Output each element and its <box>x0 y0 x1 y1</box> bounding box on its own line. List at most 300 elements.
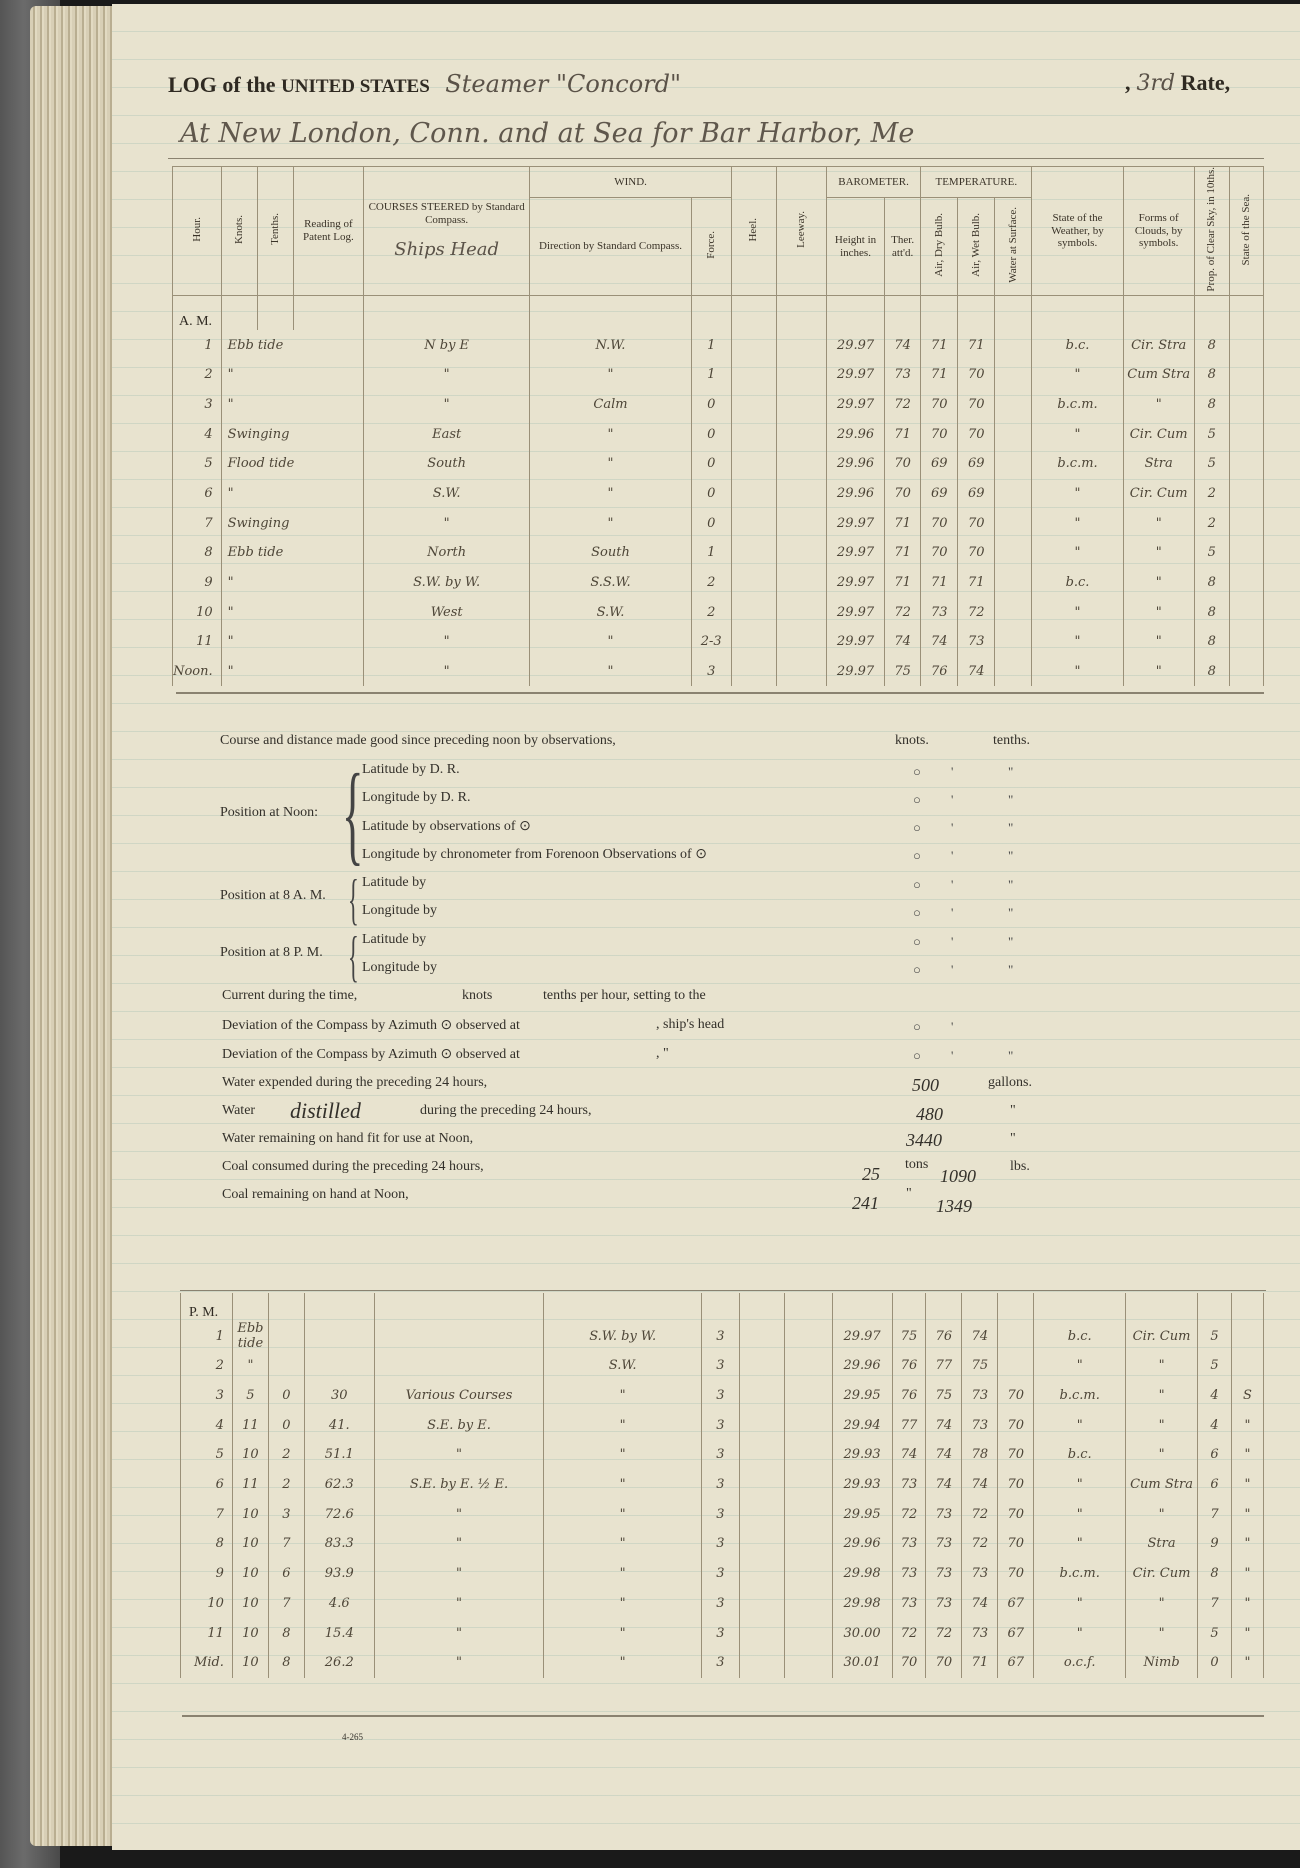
pm-cell-ther: 74 <box>892 1440 926 1470</box>
pm-cell-water: 70 <box>998 1381 1034 1411</box>
col-sea: State of the Sea. <box>1240 193 1253 266</box>
position-sec-mark: " <box>1008 820 1014 835</box>
pm-table-rule <box>182 1715 1264 1717</box>
am-cell-hour: 4 <box>173 419 222 449</box>
am-cell-leeway <box>776 538 826 568</box>
col-weather: State of the Weather, by symbols. <box>1032 167 1123 296</box>
pm-cell-course: " <box>374 1440 544 1470</box>
pm-cell-hour: 10 <box>181 1589 233 1619</box>
position-sec-mark: " <box>1008 877 1014 892</box>
am-cell-wind: South <box>530 538 691 568</box>
water-distilled-handwritten: distilled <box>290 1098 361 1123</box>
lat-8am-label: Latitude by <box>362 875 427 890</box>
am-cell-heel <box>731 479 776 509</box>
am-cell-wind: " <box>530 419 691 449</box>
pm-cell-course: Various Courses <box>374 1381 544 1411</box>
am-label: A. M. <box>173 296 222 331</box>
pm-log-table <box>180 1293 1264 1678</box>
pm-cell-clear: 9 <box>1198 1529 1232 1559</box>
pm-cell-wet: 73 <box>962 1410 998 1440</box>
pm-cell-clouds: Cum Stra <box>1126 1470 1198 1500</box>
pm-cell-knots: Ebb tide <box>232 1321 268 1351</box>
8am-brace: { <box>348 869 359 931</box>
am-cell-knots: " <box>221 479 363 509</box>
pm-cell-course <box>374 1321 544 1351</box>
pm-cell-clear: 7 <box>1198 1589 1232 1619</box>
col-knots: Knots. <box>232 214 245 244</box>
am-cell-ther: 72 <box>885 597 921 627</box>
am-cell-weather: " <box>1032 479 1123 509</box>
am-cell-ther: 74 <box>885 330 921 360</box>
pm-cell-sea <box>1231 1321 1263 1351</box>
position-deg-mark: ○ <box>913 1019 921 1034</box>
pm-cell-clouds: Cir. Cum <box>1126 1559 1198 1589</box>
am-cell-course: " <box>363 657 529 687</box>
water-label: Water <box>222 1103 256 1118</box>
page-edges <box>30 6 125 1846</box>
pm-cell-baro: 29.95 <box>832 1499 892 1529</box>
pm-cell-water: 70 <box>998 1440 1034 1470</box>
am-cell-ther: 75 <box>885 657 921 687</box>
ships-head-label: , ship's head <box>656 1017 725 1032</box>
am-cell-clouds: " <box>1123 390 1194 420</box>
am-cell-heel <box>731 449 776 479</box>
pm-cell-ther: 73 <box>892 1589 926 1619</box>
tenths-label: tenths. <box>993 733 1030 748</box>
pm-cell-knots: 10 <box>232 1648 268 1678</box>
pm-cell-knots: 10 <box>232 1559 268 1589</box>
am-cell-leeway <box>776 568 826 598</box>
pm-cell-baro: 29.95 <box>832 1381 892 1411</box>
coal-remaining-tons: 241 <box>852 1193 879 1213</box>
pm-cell-clear: 5 <box>1198 1351 1232 1381</box>
am-cell-weather: b.c. <box>1032 330 1123 360</box>
pm-cell-heel <box>739 1440 784 1470</box>
col-hour: Hour. <box>190 216 203 242</box>
am-cell-baro: 29.97 <box>826 657 884 687</box>
am-cell-course: " <box>363 508 529 538</box>
am-cell-hour: 11 <box>173 627 222 657</box>
am-cell-baro: 29.97 <box>826 627 884 657</box>
deviation2-label: Deviation of the Compass by Azimuth ⊙ observed at <box>222 1047 520 1062</box>
am-cell-water <box>995 449 1032 479</box>
pm-cell-heel <box>739 1529 784 1559</box>
am-cell-course: S.W. by W. <box>363 568 529 598</box>
pm-cell-baro: 29.98 <box>832 1589 892 1619</box>
pm-cell-tenths: 0 <box>268 1381 304 1411</box>
am-cell-heel <box>731 657 776 687</box>
am-cell-weather: " <box>1032 627 1123 657</box>
am-cell-force: 0 <box>691 390 731 420</box>
pm-cell-dry: 73 <box>926 1559 962 1589</box>
pm-cell-hour: 7 <box>181 1499 233 1529</box>
am-cell-course: " <box>363 390 529 420</box>
pm-cell-heel <box>739 1559 784 1589</box>
position-sec-mark: " <box>1008 792 1014 807</box>
pm-cell-force: 3 <box>701 1499 739 1529</box>
am-cell-sea <box>1229 627 1263 657</box>
pm-cell-water <box>998 1321 1034 1351</box>
pm-cell-clouds: " <box>1126 1589 1198 1619</box>
position-min-mark: ' <box>951 1019 954 1034</box>
pm-cell-force: 3 <box>701 1589 739 1619</box>
am-cell-wind: " <box>530 449 691 479</box>
am-cell-knots: " <box>221 597 363 627</box>
pm-row <box>181 1618 1264 1648</box>
pm-cell-dry: 74 <box>926 1410 962 1440</box>
am-cell-wet: 73 <box>958 627 995 657</box>
am-row <box>173 449 1264 479</box>
pm-cell-hour: 6 <box>181 1470 233 1500</box>
lbs-label: lbs. <box>1010 1159 1030 1174</box>
col-clear-sky: Prop. of Clear Sky, in 10ths. <box>1205 167 1218 292</box>
vessel-name: Steamer "Concord" <box>445 70 682 98</box>
pm-row <box>181 1559 1264 1589</box>
header-rule <box>168 158 1264 159</box>
coal-consumed-lbs: 1090 <box>940 1166 976 1186</box>
pm-cell-wet: 74 <box>962 1321 998 1351</box>
pm-row <box>181 1499 1264 1529</box>
am-cell-dry: 73 <box>921 597 958 627</box>
pm-cell-hour: 4 <box>181 1410 233 1440</box>
pm-cell-clouds: Cir. Cum <box>1126 1321 1198 1351</box>
pm-cell-course: " <box>374 1648 544 1678</box>
pm-cell-leeway <box>784 1321 832 1351</box>
am-cell-force: 0 <box>691 479 731 509</box>
pm-cell-baro: 29.97 <box>832 1321 892 1351</box>
pm-cell-weather: " <box>1034 1618 1126 1648</box>
position-deg-mark: ○ <box>913 877 921 892</box>
pm-cell-water: 67 <box>998 1589 1034 1619</box>
pm-cell-wind: S.W. <box>544 1351 702 1381</box>
pm-cell-weather: b.c.m. <box>1034 1381 1126 1411</box>
pm-cell-baro: 29.96 <box>832 1529 892 1559</box>
col-water-surface: Water at Surface. <box>1007 206 1020 283</box>
am-cell-ther: 71 <box>885 508 921 538</box>
am-cell-force: 3 <box>691 657 731 687</box>
am-cell-wet: 70 <box>958 538 995 568</box>
gallons-label: gallons. <box>988 1075 1032 1090</box>
am-cell-wet: 70 <box>958 360 995 390</box>
am-cell-sea <box>1229 390 1263 420</box>
log-of-label: LOG of the <box>168 72 276 97</box>
pm-cell-log: 72.6 <box>304 1499 374 1529</box>
pm-cell-baro: 29.96 <box>832 1351 892 1381</box>
pm-cell-clouds: Stra <box>1126 1529 1198 1559</box>
am-cell-wet: 70 <box>958 508 995 538</box>
pm-row <box>181 1410 1264 1440</box>
am-cell-sea <box>1229 508 1263 538</box>
am-cell-clear: 8 <box>1194 330 1229 360</box>
am-cell-water <box>995 508 1032 538</box>
am-cell-leeway <box>776 657 826 687</box>
pm-cell-log: 41. <box>304 1410 374 1440</box>
pm-cell-baro: 29.93 <box>832 1440 892 1470</box>
pm-cell-clear: 4 <box>1198 1410 1232 1440</box>
pm-cell-sea: " <box>1231 1410 1263 1440</box>
pm-cell-weather: b.c.m. <box>1034 1559 1126 1589</box>
pm-cell-ther: 72 <box>892 1499 926 1529</box>
am-cell-sea <box>1229 538 1263 568</box>
col-temperature: TEMPERATURE. <box>921 167 1032 198</box>
pm-cell-hour: 11 <box>181 1618 233 1648</box>
pm-cell-baro: 29.93 <box>832 1470 892 1500</box>
position-sec-mark: " <box>1008 848 1014 863</box>
am-cell-hour: 8 <box>173 538 222 568</box>
coal-remaining-label: Coal remaining on hand at Noon, <box>222 1187 409 1202</box>
am-cell-knots: Swinging <box>221 508 363 538</box>
am-cell-hour: Noon. <box>173 657 222 687</box>
pm-cell-heel <box>739 1351 784 1381</box>
pm-cell-sea: " <box>1231 1529 1263 1559</box>
lat-obs-label: Latitude by observations of ⊙ <box>362 819 531 834</box>
pm-cell-wet: 78 <box>962 1440 998 1470</box>
long-dr-label: Longitude by D. R. <box>362 790 471 805</box>
am-cell-wet: 71 <box>958 568 995 598</box>
pm-cell-hour: 2 <box>181 1351 233 1381</box>
am-cell-wind: S.W. <box>530 597 691 627</box>
am-cell-wind: N.W. <box>530 330 691 360</box>
am-cell-clear: 8 <box>1194 597 1229 627</box>
pm-cell-heel <box>739 1410 784 1440</box>
am-cell-baro: 29.97 <box>826 360 884 390</box>
pm-cell-course <box>374 1351 544 1381</box>
am-cell-course: West <box>363 597 529 627</box>
knots-label: knots. <box>895 733 929 748</box>
am-cell-force: 2 <box>691 597 731 627</box>
pm-cell-dry: 74 <box>926 1440 962 1470</box>
pm-cell-course: S.E. by E. <box>374 1410 544 1440</box>
pm-cell-force: 3 <box>701 1381 739 1411</box>
position-sec-mark: " <box>1008 905 1014 920</box>
pm-top-rule <box>180 1290 1266 1291</box>
coal-consumed-tons: 25 <box>862 1164 880 1184</box>
am-cell-weather: " <box>1032 657 1123 687</box>
water-distilled-value: 480 <box>916 1104 943 1124</box>
pm-cell-knots: 10 <box>232 1618 268 1648</box>
pm-cell-heel <box>739 1618 784 1648</box>
pm-cell-sea: S <box>1231 1381 1263 1411</box>
pm-cell-clear: 0 <box>1198 1648 1232 1678</box>
am-cell-clear: 8 <box>1194 390 1229 420</box>
position-deg-mark: ○ <box>913 820 921 835</box>
pm-row <box>181 1321 1264 1351</box>
united-states-label: UNITED STATES <box>281 76 430 97</box>
am-cell-leeway <box>776 508 826 538</box>
am-cell-wet: 74 <box>958 657 995 687</box>
pm-cell-weather: " <box>1034 1410 1126 1440</box>
pm-cell-wind: " <box>544 1618 702 1648</box>
am-cell-clouds: " <box>1123 508 1194 538</box>
noon-brace: { <box>342 752 364 876</box>
am-cell-clear: 8 <box>1194 627 1229 657</box>
am-cell-course: North <box>363 538 529 568</box>
am-cell-course: " <box>363 627 529 657</box>
pm-cell-hour: 3 <box>181 1381 233 1411</box>
am-cell-heel <box>731 538 776 568</box>
deviation2-ditto: , " <box>656 1046 669 1061</box>
col-baro-height: Height in inches. <box>826 198 884 296</box>
position-deg-mark: ○ <box>913 905 921 920</box>
pm-cell-weather: o.c.f. <box>1034 1648 1126 1678</box>
water-expended-value: 500 <box>912 1075 939 1095</box>
am-cell-wind: " <box>530 508 691 538</box>
am-cell-dry: 76 <box>921 657 958 687</box>
am-cell-heel <box>731 627 776 657</box>
am-cell-hour: 2 <box>173 360 222 390</box>
am-cell-hour: 7 <box>173 508 222 538</box>
col-wet-bulb: Air, Wet Bulb. <box>969 212 982 277</box>
pm-cell-wet: 73 <box>962 1618 998 1648</box>
pm-cell-course: " <box>374 1589 544 1619</box>
position-min-mark: ' <box>951 934 954 949</box>
8pm-brace: { <box>348 926 359 988</box>
pm-cell-ther: 76 <box>892 1351 926 1381</box>
pm-cell-heel <box>739 1648 784 1678</box>
pm-cell-hour: 8 <box>181 1529 233 1559</box>
am-cell-weather: " <box>1032 508 1123 538</box>
pm-cell-clear: 8 <box>1198 1559 1232 1589</box>
log-title <box>168 70 681 98</box>
am-cell-clear: 8 <box>1194 657 1229 687</box>
pm-cell-wet: 75 <box>962 1351 998 1381</box>
pm-cell-tenths: 7 <box>268 1589 304 1619</box>
am-cell-water <box>995 360 1032 390</box>
water-ditto2: " <box>1010 1131 1016 1146</box>
pm-cell-course: " <box>374 1559 544 1589</box>
am-cell-knots: " <box>221 568 363 598</box>
am-cell-dry: 71 <box>921 360 958 390</box>
am-cell-clouds: " <box>1123 538 1194 568</box>
am-cell-ther: 71 <box>885 568 921 598</box>
pm-cell-wind: " <box>544 1499 702 1529</box>
pm-cell-baro: 29.94 <box>832 1410 892 1440</box>
am-row <box>173 657 1264 687</box>
pm-cell-tenths: 8 <box>268 1618 304 1648</box>
pm-cell-water <box>998 1351 1034 1381</box>
am-cell-clear: 2 <box>1194 479 1229 509</box>
col-patent-log: Reading of Patent Log. <box>293 167 363 296</box>
pm-cell-heel <box>739 1499 784 1529</box>
pm-cell-force: 3 <box>701 1618 739 1648</box>
am-cell-leeway <box>776 627 826 657</box>
pm-cell-wind: " <box>544 1440 702 1470</box>
water-ditto1: " <box>1010 1103 1016 1118</box>
pm-cell-knots: " <box>232 1351 268 1381</box>
pm-cell-wet: 71 <box>962 1648 998 1678</box>
am-cell-sea <box>1229 657 1263 687</box>
am-cell-sea <box>1229 330 1263 360</box>
pm-cell-leeway <box>784 1440 832 1470</box>
am-cell-water <box>995 390 1032 420</box>
pm-cell-knots: 5 <box>232 1381 268 1411</box>
pm-cell-course: S.E. by E. ½ E. <box>374 1470 544 1500</box>
am-cell-wind: S.S.W. <box>530 568 691 598</box>
pm-cell-clouds: " <box>1126 1381 1198 1411</box>
pm-cell-wind: " <box>544 1470 702 1500</box>
am-cell-clear: 5 <box>1194 419 1229 449</box>
am-cell-wind: " <box>530 360 691 390</box>
am-cell-wet: 72 <box>958 597 995 627</box>
am-cell-heel <box>731 419 776 449</box>
pm-cell-water: 70 <box>998 1559 1034 1589</box>
am-cell-hour: 5 <box>173 449 222 479</box>
am-cell-sea <box>1229 479 1263 509</box>
position-min-mark: ' <box>951 764 954 779</box>
position-sec-mark: " <box>1008 962 1014 977</box>
pm-cell-tenths: 7 <box>268 1529 304 1559</box>
am-row <box>173 419 1264 449</box>
pm-cell-dry: 73 <box>926 1529 962 1559</box>
position-min-mark: ' <box>951 905 954 920</box>
am-cell-clouds: " <box>1123 627 1194 657</box>
am-cell-force: 1 <box>691 360 731 390</box>
pm-cell-heel <box>739 1589 784 1619</box>
pm-cell-dry: 75 <box>926 1381 962 1411</box>
pm-cell-clouds: " <box>1126 1499 1198 1529</box>
am-cell-force: 0 <box>691 419 731 449</box>
am-cell-baro: 29.97 <box>826 538 884 568</box>
pm-cell-weather: b.c. <box>1034 1440 1126 1470</box>
current-knots-label: knots <box>462 988 493 1003</box>
pm-cell-water: 70 <box>998 1470 1034 1500</box>
current-tenths-label: tenths per hour, setting to the <box>543 988 706 1003</box>
pm-cell-knots: 10 <box>232 1440 268 1470</box>
pm-cell-ther: 70 <box>892 1648 926 1678</box>
pm-cell-weather: " <box>1034 1499 1126 1529</box>
am-cell-wet: 71 <box>958 330 995 360</box>
pm-cell-clouds: " <box>1126 1440 1198 1470</box>
pm-cell-wind: " <box>544 1559 702 1589</box>
pm-cell-clouds: " <box>1126 1618 1198 1648</box>
position-deg-mark: ○ <box>913 1048 921 1063</box>
am-cell-wet: 69 <box>958 449 995 479</box>
pm-cell-baro: 30.01 <box>832 1648 892 1678</box>
am-cell-clear: 5 <box>1194 449 1229 479</box>
pm-cell-tenths <box>268 1351 304 1381</box>
am-cell-hour: 3 <box>173 390 222 420</box>
am-cell-heel <box>731 360 776 390</box>
am-cell-baro: 29.96 <box>826 479 884 509</box>
col-ther-attd: Ther. att'd. <box>885 198 921 296</box>
col-dry-bulb: Air, Dry Bulb. <box>932 212 945 277</box>
am-row <box>173 508 1264 538</box>
pm-cell-ther: 76 <box>892 1381 926 1411</box>
pm-cell-log: 83.3 <box>304 1529 374 1559</box>
course-distance-label: Course and distance made good since preceding noon by observations, <box>220 733 616 748</box>
position-deg-mark: ○ <box>913 764 921 779</box>
am-cell-hour: 1 <box>173 330 222 360</box>
am-cell-clouds: " <box>1123 597 1194 627</box>
deviation1-label: Deviation of the Compass by Azimuth ⊙ observed at <box>222 1018 520 1033</box>
pm-cell-ther: 73 <box>892 1470 926 1500</box>
am-cell-baro: 29.97 <box>826 508 884 538</box>
position-8pm-label: Position at 8 P. M. <box>220 945 323 960</box>
position-min-mark: ' <box>951 877 954 892</box>
am-cell-clouds: Cir. Stra <box>1123 330 1194 360</box>
pm-row <box>181 1351 1264 1381</box>
am-cell-sea <box>1229 568 1263 598</box>
pm-cell-leeway <box>784 1351 832 1381</box>
pm-cell-tenths: 8 <box>268 1648 304 1678</box>
pm-cell-weather: " <box>1034 1529 1126 1559</box>
rate-word: Rate, <box>1180 70 1231 95</box>
tons-label: tons <box>905 1157 929 1172</box>
pm-cell-course: " <box>374 1499 544 1529</box>
pm-cell-wind: " <box>544 1648 702 1678</box>
am-row <box>173 479 1264 509</box>
am-cell-clear: 5 <box>1194 538 1229 568</box>
